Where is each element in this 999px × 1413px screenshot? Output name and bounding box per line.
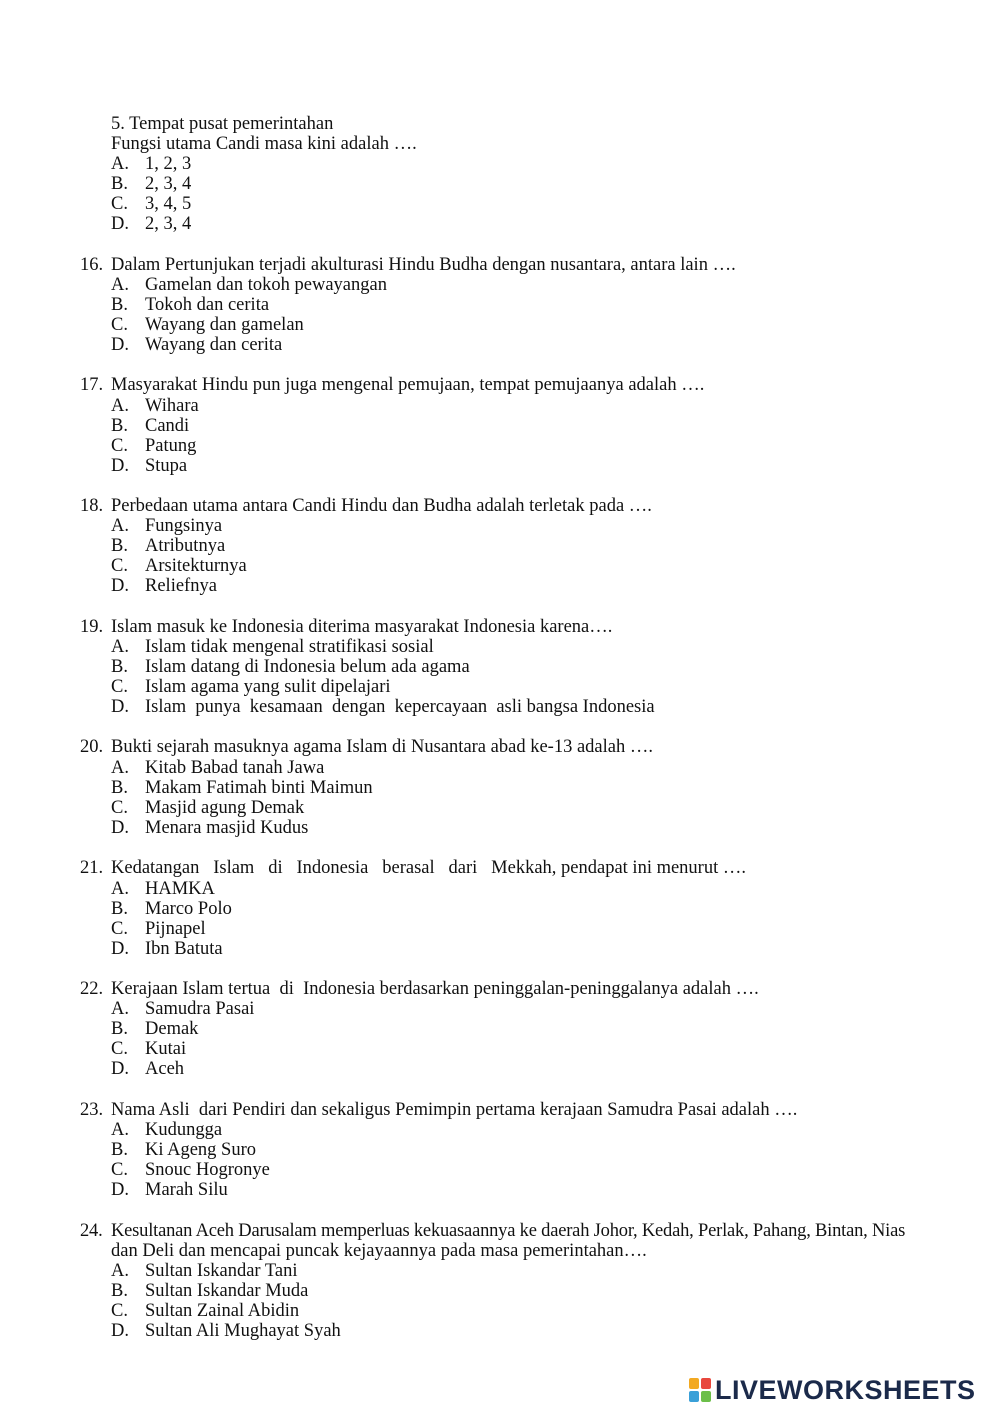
option-letter: D. xyxy=(111,456,129,476)
q23-option-b[interactable] xyxy=(111,1140,256,1160)
option-letter: C. xyxy=(111,1039,128,1059)
question-text: Masyarakat Hindu pun juga mengenal pemujaan, tempat pemujaanya adalah …. xyxy=(111,375,705,395)
option-text: Pijnapel xyxy=(145,919,206,939)
option-letter: B. xyxy=(111,174,128,194)
question-number: 22. xyxy=(80,979,104,999)
option-text: Arsitekturnya xyxy=(145,556,247,576)
q22-option-a[interactable] xyxy=(111,999,254,1019)
option-letter: A. xyxy=(111,516,129,536)
option-text: Islam agama yang sulit dipelajari xyxy=(145,677,391,697)
q21-option-a[interactable] xyxy=(111,879,215,899)
q18-option-b[interactable] xyxy=(111,536,225,556)
question-number: 20. xyxy=(80,737,104,757)
option-text: Menara masjid Kudus xyxy=(145,818,309,838)
option-letter: C. xyxy=(111,919,128,939)
question-18 xyxy=(80,496,652,516)
option-text: Kudungga xyxy=(145,1120,223,1140)
option-letter: C. xyxy=(111,1301,128,1321)
option-letter: D. xyxy=(111,576,129,596)
q23-option-a[interactable] xyxy=(111,1120,222,1140)
q18-option-a[interactable] xyxy=(111,516,222,536)
intro-line-1: 5. Tempat pusat pemerintahan xyxy=(111,114,334,134)
question-24 xyxy=(80,1221,905,1241)
option-letter: A. xyxy=(111,758,129,778)
option-letter: B. xyxy=(111,1281,128,1301)
option-letter: B. xyxy=(111,295,128,315)
option-text: 3, 4, 5 xyxy=(145,194,192,214)
option-text: Demak xyxy=(145,1019,199,1039)
q17-option-d[interactable] xyxy=(111,456,187,476)
q22-option-d[interactable] xyxy=(111,1059,184,1079)
logo-square-3 xyxy=(689,1391,699,1402)
intro-option-d[interactable] xyxy=(111,214,191,234)
q19-option-c[interactable] xyxy=(111,677,391,697)
logo-square-2 xyxy=(701,1378,711,1389)
intro-line-2: Fungsi utama Candi masa kini adalah …. xyxy=(111,134,417,154)
option-text: Snouc Hogronye xyxy=(145,1160,270,1180)
option-letter: A. xyxy=(111,999,129,1019)
option-text: Islam tidak mengenal stratifikasi sosial xyxy=(145,637,434,657)
option-text: Sultan Zainal Abidin xyxy=(145,1301,300,1321)
option-text: Kitab Babad tanah Jawa xyxy=(145,758,325,778)
option-letter: C. xyxy=(111,556,128,576)
option-text: Marco Polo xyxy=(145,899,232,919)
q20-option-a[interactable] xyxy=(111,758,324,778)
question-text: Bukti sejarah masuknya agama Islam di Nusantara abad ke-13 adalah …. xyxy=(111,737,653,757)
liveworksheets-logo-icon xyxy=(689,1378,711,1402)
q24-option-b[interactable] xyxy=(111,1281,308,1301)
intro-option-a[interactable] xyxy=(111,154,191,174)
logo-square-1 xyxy=(689,1378,699,1389)
option-letter: C. xyxy=(111,194,128,214)
question-text: Kedatangan Islam di Indonesia berasal dari Mekkah, pendapat ini menurut …. xyxy=(111,858,746,878)
option-letter: D. xyxy=(111,335,129,355)
option-letter: C. xyxy=(111,315,128,335)
q17-option-b[interactable] xyxy=(111,416,189,436)
q24-option-a[interactable] xyxy=(111,1261,298,1281)
q18-option-d[interactable] xyxy=(111,576,217,596)
option-letter: C. xyxy=(111,1160,128,1180)
question-number: 19. xyxy=(80,617,104,637)
option-text: Fungsinya xyxy=(145,516,223,536)
q22-option-c[interactable] xyxy=(111,1039,186,1059)
liveworksheets-logo[interactable] xyxy=(689,1373,976,1407)
liveworksheets-brand-text: LIVEWORKSHEETS xyxy=(715,1374,976,1405)
question-text: Perbedaan utama antara Candi Hindu dan Budha adalah terletak pada …. xyxy=(111,496,652,516)
option-letter: A. xyxy=(111,879,129,899)
option-text: Kutai xyxy=(145,1039,187,1059)
q17-option-c[interactable] xyxy=(111,436,196,456)
question-number: 21. xyxy=(80,858,104,878)
option-letter: D. xyxy=(111,1321,129,1341)
option-text: Sultan Iskandar Tani xyxy=(145,1261,298,1281)
question-23 xyxy=(80,1100,797,1120)
option-text: Gamelan dan tokoh pewayangan xyxy=(145,275,387,295)
option-text: Reliefnya xyxy=(145,576,217,596)
q24-option-d[interactable] xyxy=(111,1321,341,1341)
q23-option-c[interactable] xyxy=(111,1160,270,1180)
option-letter: C. xyxy=(111,436,128,456)
option-text: Ki Ageng Suro xyxy=(145,1140,256,1160)
option-letter: A. xyxy=(111,154,129,174)
question-number: 17. xyxy=(80,375,104,395)
option-letter: B. xyxy=(111,657,128,677)
option-text: 2, 3, 4 xyxy=(145,214,192,234)
option-text: Masjid agung Demak xyxy=(145,798,305,818)
q16-option-c[interactable] xyxy=(111,315,304,335)
question-24-line-2: dan Deli dan mencapai puncak kejayaannya pada masa pemerintahan…. xyxy=(111,1241,647,1261)
question-21 xyxy=(80,858,746,878)
option-text: Aceh xyxy=(145,1059,185,1079)
option-text: Islam punya kesamaan dengan kepercayaan asli bangsa Indonesia xyxy=(145,697,655,717)
question-number: 16. xyxy=(80,255,104,275)
q20-option-c[interactable] xyxy=(111,798,304,818)
option-letter: D. xyxy=(111,818,129,838)
option-text: Samudra Pasai xyxy=(145,999,255,1019)
option-letter: D. xyxy=(111,939,129,959)
option-text: Marah Silu xyxy=(145,1180,228,1200)
q21-option-d[interactable] xyxy=(111,939,223,959)
option-text: 1, 2, 3 xyxy=(145,154,192,174)
option-letter: B. xyxy=(111,1140,128,1160)
q16-option-a[interactable] xyxy=(111,275,387,295)
q20-option-d[interactable] xyxy=(111,818,308,838)
intro-option-b[interactable] xyxy=(111,174,191,194)
option-text: Wayang dan gamelan xyxy=(145,315,304,335)
q24-option-c[interactable] xyxy=(111,1301,299,1321)
question-number: 24. xyxy=(80,1221,103,1241)
question-text: Nama Asli dari Pendiri dan sekaligus Pemimpin pertama kerajaan Samudra Pasai adalah …. xyxy=(111,1100,798,1120)
q21-option-c[interactable] xyxy=(111,919,206,939)
option-text: Islam datang di Indonesia belum ada agama xyxy=(145,657,470,677)
question-text: Dalam Pertunjukan terjadi akulturasi Hindu Budha dengan nusantara, antara lain …. xyxy=(111,255,736,275)
question-text: Kesultanan Aceh Darusalam memperluas kekuasaannya ke daerah Johor, Kedah, Perlak, Pahang, Bintan, Nias xyxy=(111,1221,906,1241)
option-letter: D. xyxy=(111,214,129,234)
option-letter: B. xyxy=(111,899,128,919)
option-text: Makam Fatimah binti Maimun xyxy=(145,778,373,798)
option-letter: A. xyxy=(111,1120,129,1140)
option-text: Sultan Iskandar Muda xyxy=(145,1281,309,1301)
q19-option-d[interactable] xyxy=(111,697,655,717)
option-text: Atributnya xyxy=(145,536,226,556)
option-letter: B. xyxy=(111,416,128,436)
option-letter: A. xyxy=(111,275,129,295)
question-text: Kerajaan Islam tertua di Indonesia berdasarkan peninggalan-peninggalanya adalah …. xyxy=(111,979,759,999)
option-text: Patung xyxy=(145,436,197,456)
q16-option-b[interactable] xyxy=(111,295,269,315)
option-letter: D. xyxy=(111,697,129,717)
q22-option-b[interactable] xyxy=(111,1019,198,1039)
q20-option-b[interactable] xyxy=(111,778,373,798)
option-letter: A. xyxy=(111,396,129,416)
option-letter: C. xyxy=(111,798,128,818)
option-text: Sultan Ali Mughayat Syah xyxy=(145,1321,341,1341)
option-letter: D. xyxy=(111,1180,129,1200)
question-number: 18. xyxy=(80,496,104,516)
option-text: 2, 3, 4 xyxy=(145,174,192,194)
question-16 xyxy=(80,255,736,275)
option-letter: B. xyxy=(111,536,128,556)
option-text: Wihara xyxy=(145,396,199,416)
option-letter: C. xyxy=(111,677,128,697)
option-letter: A. xyxy=(111,1261,129,1281)
question-17 xyxy=(80,375,704,395)
q18-option-c[interactable] xyxy=(111,556,247,576)
q21-option-b[interactable] xyxy=(111,899,232,919)
question-19 xyxy=(80,617,612,637)
question-22 xyxy=(80,979,759,999)
option-text: HAMKA xyxy=(145,879,215,899)
option-letter: B. xyxy=(111,778,128,798)
q17-option-a[interactable] xyxy=(111,396,199,416)
option-letter: D. xyxy=(111,1059,129,1079)
question-number: 23. xyxy=(80,1100,104,1120)
option-letter: B. xyxy=(111,1019,128,1039)
option-text: Stupa xyxy=(145,456,188,476)
option-text: Wayang dan cerita xyxy=(145,335,283,355)
option-text: Tokoh dan cerita xyxy=(145,295,270,315)
q19-option-b[interactable] xyxy=(111,657,470,677)
q19-option-a[interactable] xyxy=(111,637,434,657)
question-20 xyxy=(80,737,653,757)
q16-option-d[interactable] xyxy=(111,335,282,355)
option-text: Candi xyxy=(145,416,190,436)
question-text: Islam masuk ke Indonesia diterima masyarakat Indonesia karena…. xyxy=(111,617,613,637)
intro-option-c[interactable] xyxy=(111,194,191,214)
q23-option-d[interactable] xyxy=(111,1180,228,1200)
option-letter: A. xyxy=(111,637,129,657)
option-text: Ibn Batuta xyxy=(145,939,223,959)
logo-square-4 xyxy=(701,1391,711,1402)
